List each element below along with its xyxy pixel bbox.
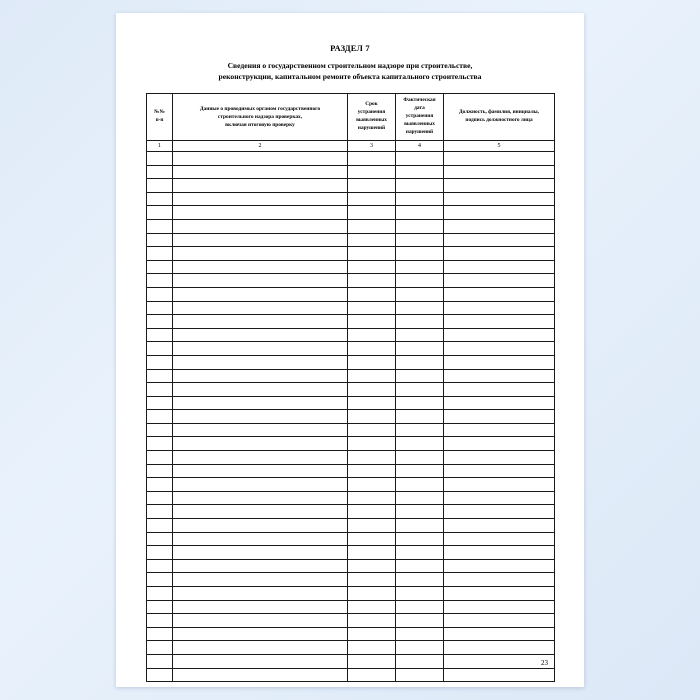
table-row (147, 519, 555, 533)
table-cell[interactable] (173, 614, 348, 628)
column-header-official (444, 94, 555, 141)
column-header-deadline-line-3: выявленных (356, 117, 387, 123)
table-cell[interactable] (173, 383, 348, 397)
table-cell[interactable] (444, 206, 555, 220)
table-cell[interactable] (173, 369, 348, 383)
table-cell[interactable] (396, 260, 444, 274)
table-cell[interactable] (396, 627, 444, 641)
column-header-deadline-line-2: устранения (357, 109, 386, 116)
table-cell[interactable] (444, 437, 555, 451)
registry-table (146, 93, 555, 682)
table-cell[interactable] (173, 654, 348, 668)
table-cell[interactable] (147, 559, 173, 573)
table-cell[interactable] (348, 192, 396, 206)
table-cell[interactable] (444, 383, 555, 397)
table-cell[interactable] (147, 505, 173, 519)
table-cell[interactable] (396, 451, 444, 465)
table-cell[interactable] (444, 654, 555, 668)
table-cell[interactable] (173, 478, 348, 492)
table-cell[interactable] (173, 274, 348, 288)
table-cell[interactable] (348, 206, 396, 220)
table-cell[interactable] (444, 369, 555, 383)
table-cell[interactable] (396, 478, 444, 492)
table-cell[interactable] (147, 383, 173, 397)
table-cell[interactable] (396, 464, 444, 478)
table-header-row (147, 94, 555, 141)
table-cell[interactable] (173, 219, 348, 233)
table-cell[interactable] (396, 559, 444, 573)
table-cell[interactable] (396, 654, 444, 668)
table-cell[interactable] (444, 668, 555, 682)
table-row (147, 342, 555, 356)
column-header-deadline (348, 94, 396, 141)
column-number-1: 1 (147, 141, 173, 152)
table-cell[interactable] (147, 342, 173, 356)
table-cell[interactable] (444, 355, 555, 369)
table-cell[interactable] (396, 165, 444, 179)
table-cell[interactable] (396, 355, 444, 369)
table-cell[interactable] (348, 396, 396, 410)
table-row (147, 165, 555, 179)
table-cell[interactable] (396, 219, 444, 233)
table-cell[interactable] (396, 247, 444, 261)
table-row (147, 355, 555, 369)
table-cell[interactable] (444, 423, 555, 437)
table-cell[interactable] (173, 641, 348, 655)
table-row (147, 559, 555, 573)
table-cell[interactable] (444, 192, 555, 206)
table-row (147, 546, 555, 560)
table-cell[interactable] (348, 179, 396, 193)
table-header (147, 94, 555, 152)
column-header-inspection-data-line-2: строительного надзора проверках, (217, 113, 303, 120)
table-cell[interactable] (396, 192, 444, 206)
subtitle-line-1: Сведения о государственном строительном надзоре при строительстве, (227, 61, 473, 70)
table-cell[interactable] (396, 152, 444, 166)
page-number: 23 (541, 659, 548, 667)
table-cell[interactable] (348, 668, 396, 682)
table-cell[interactable] (444, 614, 555, 628)
table-cell[interactable] (147, 654, 173, 668)
column-header-number-line-2: п-п (155, 117, 164, 123)
table-cell[interactable] (173, 342, 348, 356)
table-row (147, 383, 555, 397)
table-cell[interactable] (348, 219, 396, 233)
table-cell[interactable] (348, 342, 396, 356)
table-cell[interactable] (173, 179, 348, 193)
table-cell[interactable] (147, 165, 173, 179)
column-number-5: 5 (444, 141, 555, 152)
table-cell[interactable] (396, 396, 444, 410)
table-cell[interactable] (348, 260, 396, 274)
table-cell[interactable] (444, 260, 555, 274)
table-row (147, 437, 555, 451)
table-cell[interactable] (173, 355, 348, 369)
table-cell[interactable] (173, 587, 348, 601)
table-cell[interactable] (147, 437, 173, 451)
table-cell[interactable] (173, 464, 348, 478)
table-cell[interactable] (147, 369, 173, 383)
table-cell[interactable] (348, 423, 396, 437)
table-cell[interactable] (147, 179, 173, 193)
table-cell[interactable] (396, 301, 444, 315)
table-cell[interactable] (396, 179, 444, 193)
table-cell[interactable] (396, 532, 444, 546)
table-cell[interactable] (444, 315, 555, 329)
table-cell[interactable] (173, 410, 348, 424)
table-cell[interactable] (444, 451, 555, 465)
table-cell[interactable] (348, 369, 396, 383)
table-cell[interactable] (173, 396, 348, 410)
table-cell[interactable] (396, 600, 444, 614)
table-row (147, 247, 555, 261)
table-cell[interactable] (147, 315, 173, 329)
table-cell[interactable] (444, 301, 555, 315)
table-row (147, 614, 555, 628)
table-cell[interactable] (396, 287, 444, 301)
table-row (147, 573, 555, 587)
table-cell[interactable] (147, 287, 173, 301)
table-cell[interactable] (173, 559, 348, 573)
column-header-actual-date-line-4: выявленных (404, 120, 435, 127)
table-cell[interactable] (396, 383, 444, 397)
table-cell[interactable] (147, 219, 173, 233)
table-cell[interactable] (396, 369, 444, 383)
table-cell[interactable] (348, 491, 396, 505)
table-cell[interactable] (444, 587, 555, 601)
table-cell[interactable] (396, 546, 444, 560)
table-cell[interactable] (444, 328, 555, 342)
table-cell[interactable] (348, 152, 396, 166)
table-cell[interactable] (173, 301, 348, 315)
table-cell[interactable] (348, 233, 396, 247)
table-cell[interactable] (173, 247, 348, 261)
table-cell[interactable] (147, 464, 173, 478)
table-row (147, 641, 555, 655)
column-header-deadline-line-4: нарушений (357, 124, 386, 131)
table-row (147, 464, 555, 478)
table-cell[interactable] (173, 573, 348, 587)
table-cell[interactable] (444, 152, 555, 166)
table-row (147, 328, 555, 342)
column-header-official-line-2: подпись должностного лица (465, 117, 533, 123)
table-cell[interactable] (173, 165, 348, 179)
column-header-actual-date-line-5: нарушений (405, 128, 434, 135)
table-cell[interactable] (396, 437, 444, 451)
table-row (147, 179, 555, 193)
table-cell[interactable] (396, 342, 444, 356)
page-title: РАЗДЕЛ 7 (330, 43, 370, 53)
table-cell[interactable] (444, 573, 555, 587)
table-cell[interactable] (147, 532, 173, 546)
table-cell[interactable] (147, 478, 173, 492)
table-column-number-row (147, 141, 555, 152)
table-cell[interactable] (147, 260, 173, 274)
table-cell[interactable] (147, 247, 173, 261)
table-row (147, 532, 555, 546)
table-cell[interactable] (444, 219, 555, 233)
table-cell[interactable] (147, 451, 173, 465)
table-cell[interactable] (396, 505, 444, 519)
table-row (147, 668, 555, 682)
column-header-actual-date (396, 94, 444, 141)
column-header-actual-date-line-1: Фактическая (403, 97, 436, 104)
column-header-actual-date-line-2: дата (414, 105, 425, 112)
table-cell[interactable] (444, 464, 555, 478)
table-cell[interactable] (147, 328, 173, 342)
table-cell[interactable] (348, 546, 396, 560)
table-cell[interactable] (444, 641, 555, 655)
table-cell[interactable] (147, 274, 173, 288)
table-cell[interactable] (396, 587, 444, 601)
table-cell[interactable] (147, 410, 173, 424)
table-cell[interactable] (173, 491, 348, 505)
table-cell[interactable] (348, 437, 396, 451)
table-cell[interactable] (173, 328, 348, 342)
table-cell[interactable] (444, 396, 555, 410)
table-row (147, 219, 555, 233)
table-cell[interactable] (348, 355, 396, 369)
table-cell[interactable] (444, 247, 555, 261)
table-cell[interactable] (348, 627, 396, 641)
table-cell[interactable] (147, 614, 173, 628)
table-cell[interactable] (348, 410, 396, 424)
table-cell[interactable] (444, 532, 555, 546)
column-header-inspection-data-line-1: Данные о проводимых органом государственного (199, 105, 321, 112)
table-cell[interactable] (173, 192, 348, 206)
table-cell[interactable] (396, 315, 444, 329)
table-cell[interactable] (348, 383, 396, 397)
column-number-2: 2 (173, 141, 348, 152)
table-cell[interactable] (444, 165, 555, 179)
table-cell[interactable] (173, 206, 348, 220)
table-row (147, 301, 555, 315)
table-cell[interactable] (147, 546, 173, 560)
page-content (146, 43, 554, 669)
table-cell[interactable] (173, 152, 348, 166)
table-cell[interactable] (444, 410, 555, 424)
table-row (147, 600, 555, 614)
table-cell[interactable] (147, 233, 173, 247)
column-header-number-line-1: №№ (154, 109, 165, 116)
table-cell[interactable] (147, 587, 173, 601)
table-cell[interactable] (348, 478, 396, 492)
table-cell[interactable] (147, 641, 173, 655)
table-cell[interactable] (147, 423, 173, 437)
table-row (147, 260, 555, 274)
table-cell[interactable] (147, 192, 173, 206)
table-cell[interactable] (173, 437, 348, 451)
table-cell[interactable] (173, 315, 348, 329)
table-cell[interactable] (444, 546, 555, 560)
table-row (147, 152, 555, 166)
table-cell[interactable] (444, 627, 555, 641)
table-cell[interactable] (348, 165, 396, 179)
table-cell[interactable] (444, 519, 555, 533)
column-header-inspection-data (173, 94, 348, 141)
column-header-official-line-1: Должность, фамилия, инициалы, (458, 109, 540, 116)
table-cell[interactable] (348, 328, 396, 342)
column-number-4: 4 (396, 141, 444, 152)
table-cell[interactable] (173, 546, 348, 560)
table-row (147, 587, 555, 601)
table-cell[interactable] (444, 505, 555, 519)
table-cell[interactable] (444, 559, 555, 573)
table-cell[interactable] (348, 654, 396, 668)
table-cell[interactable] (348, 600, 396, 614)
table-cell[interactable] (396, 641, 444, 655)
column-header-number (147, 94, 173, 141)
table-cell[interactable] (147, 519, 173, 533)
column-number-3: 3 (348, 141, 396, 152)
table-row (147, 410, 555, 424)
table-cell[interactable] (396, 423, 444, 437)
table-row (147, 369, 555, 383)
table-cell[interactable] (173, 668, 348, 682)
table-cell[interactable] (396, 573, 444, 587)
table-cell[interactable] (147, 206, 173, 220)
table-cell[interactable] (147, 573, 173, 587)
table-row (147, 478, 555, 492)
table-cell[interactable] (348, 559, 396, 573)
table-row (147, 423, 555, 437)
table-cell[interactable] (348, 532, 396, 546)
table-cell[interactable] (348, 247, 396, 261)
table-cell[interactable] (444, 491, 555, 505)
column-header-inspection-data-line-3: включая итоговую проверку (225, 122, 295, 129)
table-cell[interactable] (396, 233, 444, 247)
table-cell[interactable] (173, 287, 348, 301)
table-row (147, 315, 555, 329)
table-row (147, 654, 555, 668)
table-cell[interactable] (147, 491, 173, 505)
table-cell[interactable] (396, 491, 444, 505)
table-cell[interactable] (348, 315, 396, 329)
table-cell[interactable] (173, 260, 348, 274)
table-row (147, 396, 555, 410)
table-cell[interactable] (348, 641, 396, 655)
table-row (147, 491, 555, 505)
table-cell[interactable] (396, 614, 444, 628)
table-cell[interactable] (348, 614, 396, 628)
page-subtitle (150, 60, 550, 82)
table-cell[interactable] (396, 410, 444, 424)
table-cell[interactable] (396, 668, 444, 682)
table-cell[interactable] (348, 505, 396, 519)
table-cell[interactable] (348, 451, 396, 465)
table-row (147, 233, 555, 247)
table-cell[interactable] (444, 342, 555, 356)
table-cell[interactable] (396, 206, 444, 220)
table-cell[interactable] (173, 423, 348, 437)
table-cell[interactable] (444, 287, 555, 301)
table-row (147, 206, 555, 220)
table-cell[interactable] (173, 451, 348, 465)
table-cell[interactable] (147, 396, 173, 410)
table-cell[interactable] (348, 587, 396, 601)
table-cell[interactable] (396, 519, 444, 533)
table-row (147, 451, 555, 465)
table-cell[interactable] (348, 573, 396, 587)
table-cell[interactable] (444, 233, 555, 247)
table-cell[interactable] (444, 179, 555, 193)
table-cell[interactable] (348, 301, 396, 315)
table-cell[interactable] (147, 668, 173, 682)
document-page (116, 13, 584, 687)
table-cell[interactable] (173, 600, 348, 614)
column-header-deadline-line-1: Срок (365, 101, 378, 108)
table-cell[interactable] (444, 600, 555, 614)
table-cell[interactable] (173, 627, 348, 641)
table-cell[interactable] (444, 274, 555, 288)
table-cell[interactable] (396, 274, 444, 288)
table-cell[interactable] (348, 274, 396, 288)
table-cell[interactable] (444, 478, 555, 492)
table-row (147, 287, 555, 301)
column-header-actual-date-line-3: устранения (405, 113, 434, 120)
table-row (147, 192, 555, 206)
table-body (147, 152, 555, 682)
table-cell[interactable] (173, 233, 348, 247)
table-row (147, 627, 555, 641)
table-cell[interactable] (173, 505, 348, 519)
subtitle-line-2: реконструкции, капитальном ремонте объекта капитального строительства (218, 72, 482, 81)
table-cell[interactable] (173, 532, 348, 546)
table-cell[interactable] (147, 152, 173, 166)
table-cell[interactable] (348, 519, 396, 533)
table-cell[interactable] (147, 600, 173, 614)
table-row (147, 274, 555, 288)
table-cell[interactable] (173, 519, 348, 533)
table-cell[interactable] (147, 301, 173, 315)
table-cell[interactable] (348, 287, 396, 301)
table-row (147, 505, 555, 519)
table-cell[interactable] (396, 328, 444, 342)
table-cell[interactable] (147, 627, 173, 641)
table-cell[interactable] (348, 464, 396, 478)
table-cell[interactable] (147, 355, 173, 369)
